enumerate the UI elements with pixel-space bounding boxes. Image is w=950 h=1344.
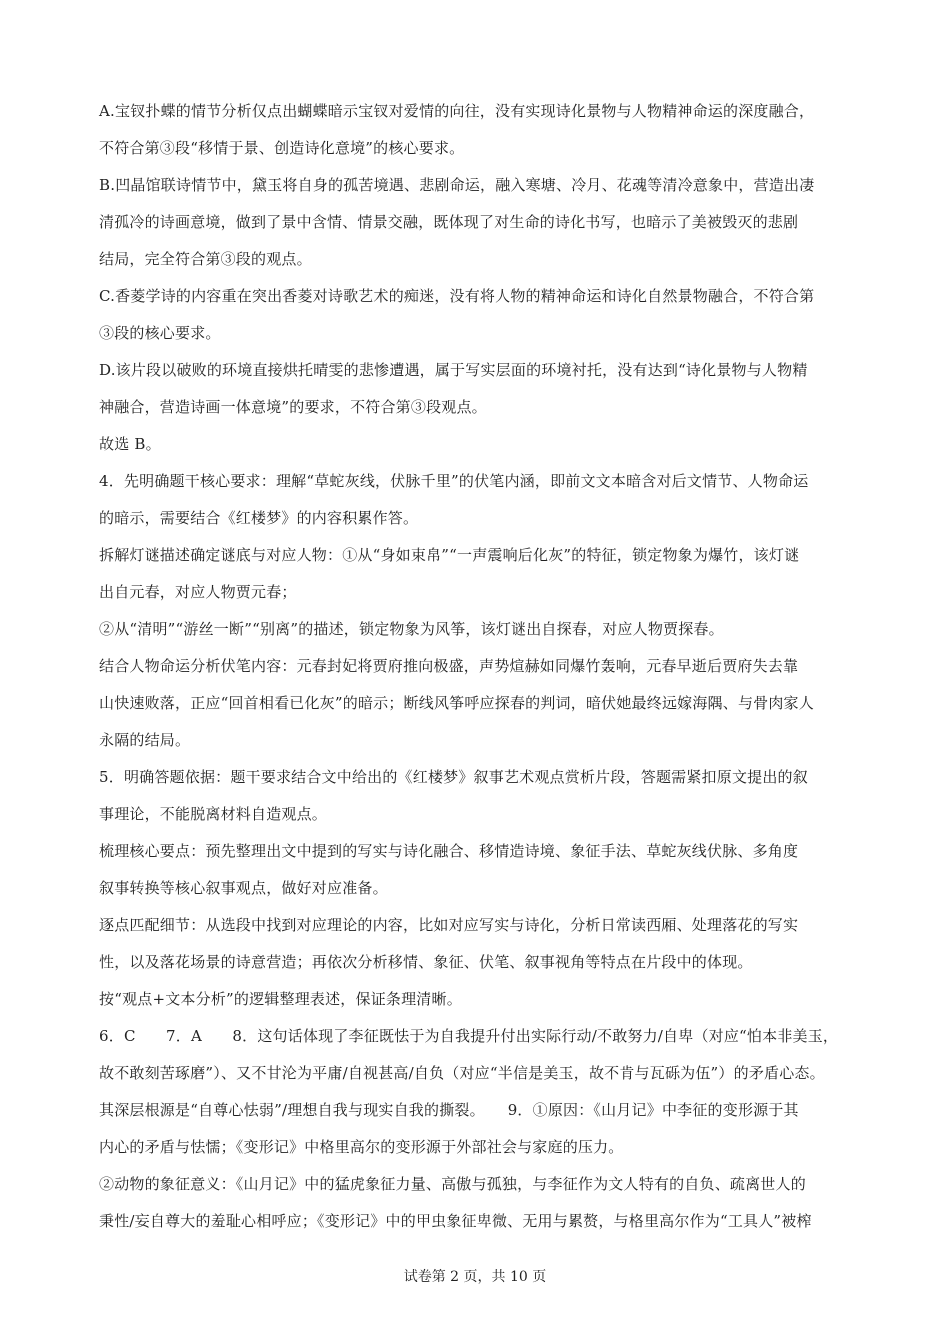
answer-paragraph <box>99 167 859 278</box>
text-line: 其深层根源是“自尊心怯弱”/理想自我与现实自我的撕裂。 9．①原因：《山月记》中李征的变形源于其 <box>99 1101 799 1119</box>
answer-paragraph <box>99 611 859 648</box>
answer-paragraph <box>99 833 859 907</box>
text-line: 逐点匹配细节：从选段中找到对应理论的内容，比如对应写实与诗化，分析日常读西厢、处理落花的写实 <box>99 916 799 934</box>
text-line: 出自元春，对应人物贾元春； <box>99 583 297 601</box>
answer-paragraph <box>99 759 859 833</box>
text-line: 秉性/妄自尊大的羞耻心相呼应；《变形记》中的甲虫象征卑微、无用与累赘，与格里高尔作为“工具人”被榨 <box>99 1212 812 1230</box>
answer-paragraph <box>99 907 859 981</box>
text-line: 6．C 7．A 8．这句话体现了李征既怯于为自我提升付出实际行动/不敢努力/自卑（对应“怕本非美玉， <box>99 1027 839 1045</box>
text-line: A.宝钗扑蝶的情节分析仅点出蝴蝶暗示宝钗对爱情的向往，没有实现诗化景物与人物精神命运的深度融合， <box>99 102 815 120</box>
text-line: 梳理核心要点：预先整理出文中提到的写实与诗化融合、移情造诗境、象征手法、草蛇灰线伏脉、多角度 <box>99 842 799 860</box>
text-line: 山快速败落，正应“回首相看已化灰”的暗示；断线风筝呼应探春的判词，暗伏她最终远嫁海隅、与骨肉家人 <box>99 694 814 712</box>
text-line: 故选 B。 <box>99 435 161 453</box>
answer-paragraph <box>99 426 859 463</box>
text-line: ③段的核心要求。 <box>99 324 221 342</box>
text-line: 结局，完全符合第③段的观点。 <box>99 250 312 268</box>
text-line: 叙事转换等核心叙事观点，做好对应准备。 <box>99 879 388 897</box>
text-line: D.该片段以破败的环境直接烘托晴雯的悲惨遭遇，属于写实层面的环境衬托，没有达到“诗化景物与人物精 <box>99 361 808 379</box>
text-line: 清孤冷的诗画意境，做到了景中含情、情景交融，既体现了对生命的诗化书写，也暗示了美被毁灭的悲剧 <box>99 213 799 231</box>
text-line: 不符合第③段“移情于景、创造诗化意境”的核心要求。 <box>99 139 465 157</box>
text-line: 的暗示，需要结合《红楼梦》的内容积累作答。 <box>99 509 419 527</box>
answer-paragraph <box>99 1018 859 1166</box>
answer-paragraph <box>99 1166 859 1240</box>
page-footer: 试卷第 2 页，共 10 页 <box>403 1269 547 1285</box>
text-line: B.凹晶馆联诗情节中，黛玉将自身的孤苦境遇、悲剧命运，融入寒塘、冷月、花魂等清冷意象中，营造出凄 <box>99 176 815 194</box>
text-line: 神融合，营造诗画一体意境”的要求，不符合第③段观点。 <box>99 398 487 416</box>
answer-paragraph <box>99 463 859 537</box>
answer-paragraph <box>99 648 859 759</box>
text-line: 结合人物命运分析伏笔内容：元春封妃将贾府推向极盛，声势煊赫如同爆竹轰响，元春早逝后贾府失去靠 <box>99 657 799 675</box>
text-line: 拆解灯谜描述确定谜底与对应人物：①从“身如束帛”“一声震响后化灰”的特征，锁定物象为爆竹，该灯谜 <box>99 546 800 564</box>
text-line: ②动物的象征意义：《山月记》中的猛虎象征力量、高傲与孤独，与李征作为文人特有的自负、疏离世人的 <box>99 1175 806 1193</box>
text-line: C.香菱学诗的内容重在突出香菱对诗歌艺术的痴迷，没有将人物的精神命运和诗化自然景物融合，不符合第 <box>99 287 815 305</box>
text-line: 事理论，不能脱离材料自造观点。 <box>99 805 328 823</box>
text-line: 永隔的结局。 <box>99 731 191 749</box>
text-line: 5．明确答题依据：题干要求结合文中给出的《红楼梦》叙事艺术观点赏析片段，答题需紧扣原文提出的叙 <box>99 768 808 786</box>
answer-paragraph <box>99 93 859 167</box>
text-line: 内心的矛盾与怯懦；《变形记》中格里高尔的变形源于外部社会与家庭的压力。 <box>99 1138 624 1156</box>
text-line: 4．先明确题干核心要求：理解“草蛇灰线，伏脉千里”的伏笔内涵，即前文文本暗含对后文情节、人物命运 <box>99 472 809 490</box>
text-line: 按“观点+文本分析”的逻辑整理表述，保证条理清晰。 <box>99 990 462 1008</box>
answer-paragraph <box>99 352 859 426</box>
answer-paragraph <box>99 981 859 1018</box>
answer-paragraph <box>99 278 859 352</box>
answer-content <box>99 93 859 1240</box>
answer-paragraph <box>99 537 859 611</box>
text-line: 性，以及落花场景的诗意营造；再依次分析移情、象征、伏笔、叙事视角等特点在片段中的体现。 <box>99 953 753 971</box>
text-line: 故不敢刻苦琢磨”）、又不甘沦为平庸/自视甚高/自负（对应“半信是美玉，故不肯与瓦砾为伍”）的矛盾心态。 <box>99 1064 825 1082</box>
text-line: ②从“清明”“游丝一断”“别离”的描述，锁定物象为风筝，该灯谜出自探春，对应人物贾探春。 <box>99 620 724 638</box>
